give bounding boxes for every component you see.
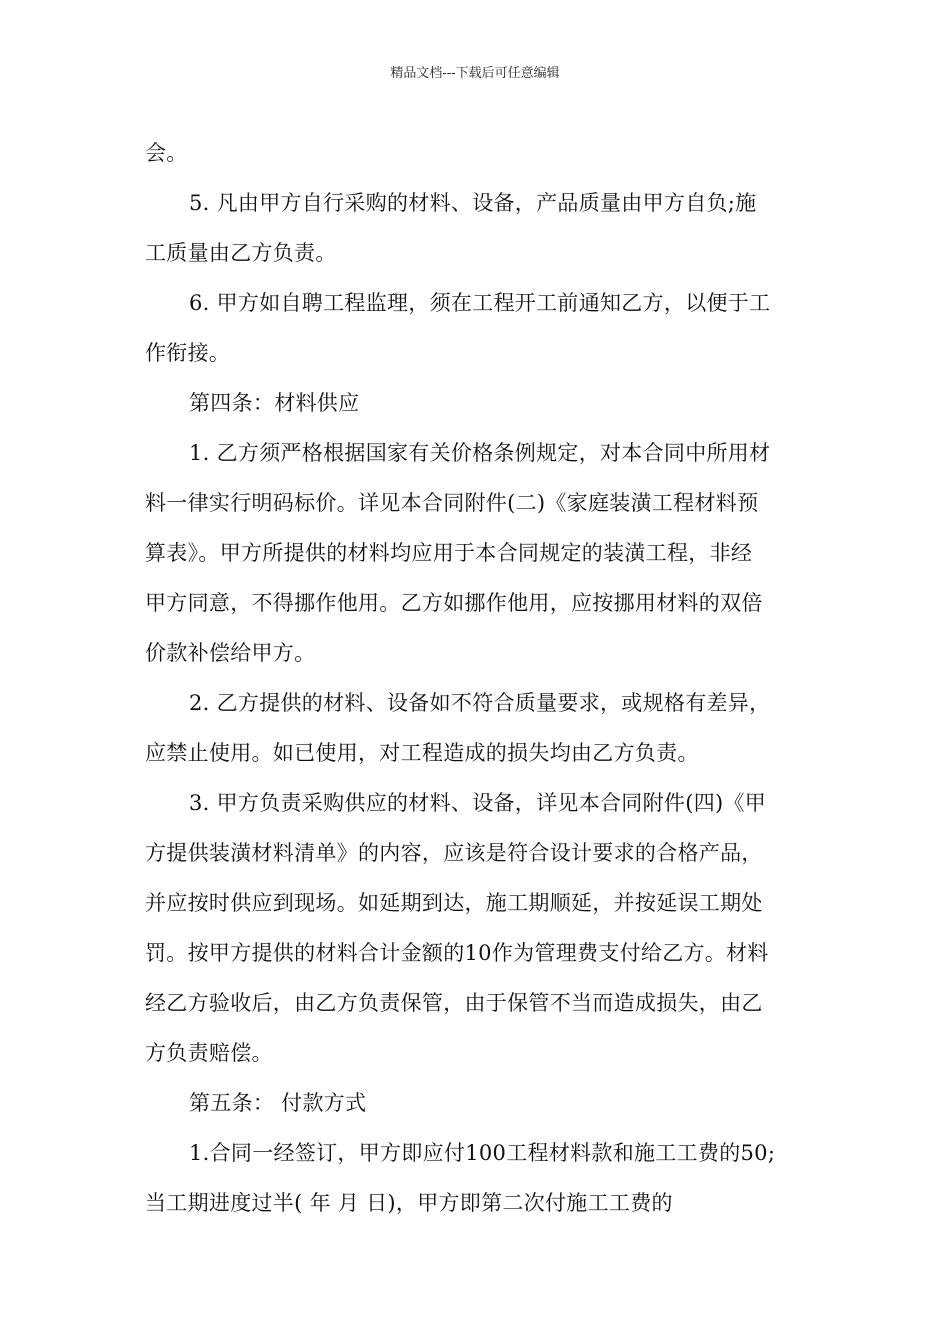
document-body (145, 128, 810, 1228)
paragraph-line: 当工期进度过半( 年 月 日)，甲方即第二次付施工工费的 (145, 1191, 673, 1215)
paragraph-line: 会。 (145, 141, 188, 165)
paragraph-line: 6. 甲方如自聘工程监理，须在工程开工前通知乙方，以便于工 (189, 291, 771, 315)
paragraph-line: 经乙方验收后，由乙方负责保管，由于保管不当而造成损失，由乙 (145, 991, 763, 1015)
page-header: 精品文档---下载后可任意编辑 (390, 66, 560, 81)
paragraph-line: 1.合同一经签订，甲方即应付100工程材料款和施工工费的50; (189, 1141, 776, 1165)
paragraph-line: 应禁止使用。如已使用，对工程造成的损失均由乙方负责。 (145, 741, 699, 765)
paragraph-line: 5. 凡由甲方自行采购的材料、设备，产品质量由甲方自负;施 (189, 191, 757, 215)
paragraph-line: 甲方同意，不得挪作他用。乙方如挪作他用，应按挪用材料的双倍 (145, 591, 763, 615)
paragraph-line: 方提供装潢材料清单》的内容，应该是符合设计要求的合格产品， (145, 841, 763, 865)
paragraph-line: 2. 乙方提供的材料、设备如不符合质量要求，或规格有差异， (189, 691, 771, 715)
paragraph-line: 作衔接。 (145, 341, 231, 365)
paragraph-line: 罚。按甲方提供的材料合计金额的10作为管理费支付给乙方。材料 (145, 941, 769, 965)
paragraph-line: 1. 乙方须严格根据国家有关价格条例规定，对本合同中所用材 (189, 441, 771, 465)
paragraph-line: 3. 甲方负责采购供应的材料、设备，详见本合同附件(四)《甲 (189, 791, 767, 815)
section-heading: 第四条：材料供应 (189, 391, 360, 415)
paragraph-line: 并应按时供应到现场。如延期到达，施工期顺延，并按延误工期处 (145, 891, 763, 915)
paragraph-line: 料一律实行明码标价。详见本合同附件(二)《家庭装潢工程材料预 (145, 491, 759, 515)
paragraph-line: 工质量由乙方负责。 (145, 241, 337, 265)
paragraph-line: 算表》。甲方所提供的材料均应用于本合同规定的装潢工程，非经 (145, 541, 753, 565)
paragraph-line: 价款补偿给甲方。 (145, 641, 316, 665)
section-heading: 第五条： 付款方式 (189, 1091, 367, 1115)
paragraph-line: 方负责赔偿。 (145, 1041, 273, 1065)
